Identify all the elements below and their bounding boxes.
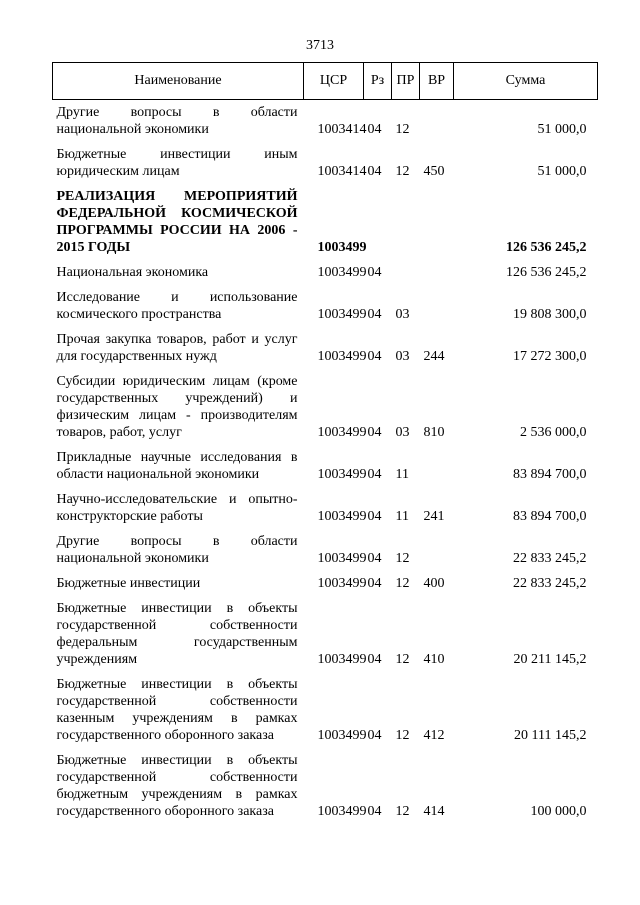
row-sum: 51 000,0	[537, 122, 587, 137]
row-csr: 1003414	[317, 164, 367, 179]
row-csr: 1003499	[317, 728, 367, 743]
table-row	[53, 596, 598, 672]
row-csr: 1003499	[317, 509, 367, 524]
table-row	[53, 369, 598, 445]
row-rz: 04	[367, 164, 382, 179]
row-vr: 450	[423, 164, 445, 179]
row-sum: 83 894 700,0	[513, 509, 587, 524]
row-name: Бюджетные инвестиции в объекты государственной собственности казенным учреждениям в рамках государственного оборонного заказа	[56, 677, 298, 743]
row-rz: 04	[367, 265, 382, 280]
table-row	[53, 260, 598, 285]
row-pr: 12	[395, 728, 410, 743]
row-pr: 12	[395, 804, 410, 819]
row-vr	[420, 260, 454, 285]
row-sum: 20 111 145,2	[514, 728, 587, 743]
row-vr	[420, 184, 454, 260]
column-header-sum: Сумма	[454, 63, 598, 100]
row-name: Национальная экономика	[56, 265, 209, 280]
row-vr	[420, 529, 454, 571]
row-pr: 12	[395, 551, 410, 566]
row-rz: 04	[367, 122, 382, 137]
row-name: Прочая закупка товаров, работ и услуг для государственных нужд	[56, 332, 298, 364]
row-csr: 1003499	[317, 240, 367, 255]
page-number: 3713	[306, 38, 334, 53]
row-csr: 1003499	[317, 265, 367, 280]
row-rz: 04	[367, 804, 382, 819]
row-pr: 12	[395, 164, 410, 179]
row-csr: 1003499	[317, 551, 367, 566]
row-pr: 03	[395, 425, 410, 440]
table-row	[53, 327, 598, 369]
row-pr: 11	[395, 509, 409, 524]
row-vr: 412	[423, 728, 445, 743]
row-vr: 241	[423, 509, 445, 524]
table-row	[53, 748, 598, 824]
row-sum: 20 211 145,2	[513, 652, 587, 667]
row-name: Другие вопросы в области национальной экономики	[56, 534, 298, 566]
row-sum: 100 000,0	[530, 804, 587, 819]
table-row	[53, 529, 598, 571]
column-header-name: Наименование	[53, 63, 304, 100]
row-rz: 04	[367, 467, 382, 482]
row-name: Научно-исследовательские и опытно-конструкторские работы	[56, 492, 298, 524]
row-pr: 12	[395, 122, 410, 137]
table-row	[53, 672, 598, 748]
row-pr: 12	[395, 652, 410, 667]
row-vr	[420, 100, 454, 143]
column-header-csr: ЦСР	[304, 63, 364, 100]
row-pr: 03	[395, 307, 410, 322]
row-rz: 04	[367, 728, 382, 743]
row-name: Субсидии юридическим лицам (кроме государственных учреждений) и физическим лицам - производителям товаров, работ, услуг	[56, 374, 298, 440]
column-header-vr: ВР	[420, 63, 454, 100]
table-row	[53, 487, 598, 529]
row-name: Другие вопросы в области национальной экономики	[56, 105, 298, 137]
column-header-pr: ПР	[392, 63, 420, 100]
row-csr: 1003499	[317, 307, 367, 322]
row-rz: 04	[367, 425, 382, 440]
row-rz: 04	[367, 349, 382, 364]
table-row	[53, 142, 598, 184]
row-sum: 51 000,0	[537, 164, 587, 179]
row-name: Прикладные научные исследования в области национальной экономики	[56, 450, 298, 482]
row-csr: 1003499	[317, 349, 367, 364]
table-row-program	[53, 184, 598, 260]
row-vr: 400	[423, 576, 445, 591]
row-sum: 126 536 245,2	[506, 265, 587, 280]
row-sum: 83 894 700,0	[513, 467, 587, 482]
row-pr: 03	[395, 349, 410, 364]
column-header-rz: Рз	[364, 63, 392, 100]
row-vr	[420, 285, 454, 327]
table-row	[53, 285, 598, 327]
row-name: Исследование и использование космического пространства	[56, 290, 298, 322]
row-vr: 244	[423, 349, 445, 364]
row-pr	[392, 260, 420, 285]
row-sum: 19 808 300,0	[513, 307, 587, 322]
table-row	[53, 445, 598, 487]
table-row	[53, 100, 598, 143]
row-rz: 04	[367, 652, 382, 667]
table-row	[53, 571, 598, 596]
row-vr: 414	[423, 804, 445, 819]
row-sum: 17 272 300,0	[513, 349, 587, 364]
row-rz: 04	[367, 576, 382, 591]
row-csr: 1003499	[317, 652, 367, 667]
row-csr: 1003499	[317, 425, 367, 440]
row-csr: 1003499	[317, 576, 367, 591]
row-rz: 04	[367, 509, 382, 524]
row-name: РЕАЛИЗАЦИЯ МЕРОПРИЯТИЙ ФЕДЕРАЛЬНОЙ КОСМИЧЕСКОЙ ПРОГРАММЫ РОССИИ НА 2006 - 2015 ГОДЫ	[56, 189, 298, 255]
row-sum: 126 536 245,2	[506, 240, 587, 255]
row-name: Бюджетные инвестиции в объекты государственной собственности федеральным государственным учреждениям	[56, 601, 298, 667]
row-sum: 2 536 000,0	[520, 425, 587, 440]
row-pr	[392, 184, 420, 260]
row-vr	[420, 445, 454, 487]
row-pr: 12	[395, 576, 410, 591]
table-header	[53, 63, 598, 100]
row-vr: 410	[423, 652, 445, 667]
row-sum: 22 833 245,2	[513, 576, 587, 591]
row-rz: 04	[367, 551, 382, 566]
row-vr: 810	[423, 425, 445, 440]
table-body	[53, 100, 598, 825]
budget-table	[52, 62, 598, 824]
row-csr: 1003499	[317, 467, 367, 482]
row-name: Бюджетные инвестиции иным юридическим лицам	[56, 147, 298, 179]
row-csr: 1003499	[317, 804, 367, 819]
row-name: Бюджетные инвестиции в объекты государственной собственности бюджетным учреждениям в рамках государственного оборонного заказа	[56, 753, 298, 819]
row-pr: 11	[395, 467, 409, 482]
row-sum: 22 833 245,2	[513, 551, 587, 566]
row-rz	[364, 184, 392, 260]
row-csr: 1003414	[317, 122, 367, 137]
row-name: Бюджетные инвестиции	[56, 576, 201, 591]
row-rz: 04	[367, 307, 382, 322]
